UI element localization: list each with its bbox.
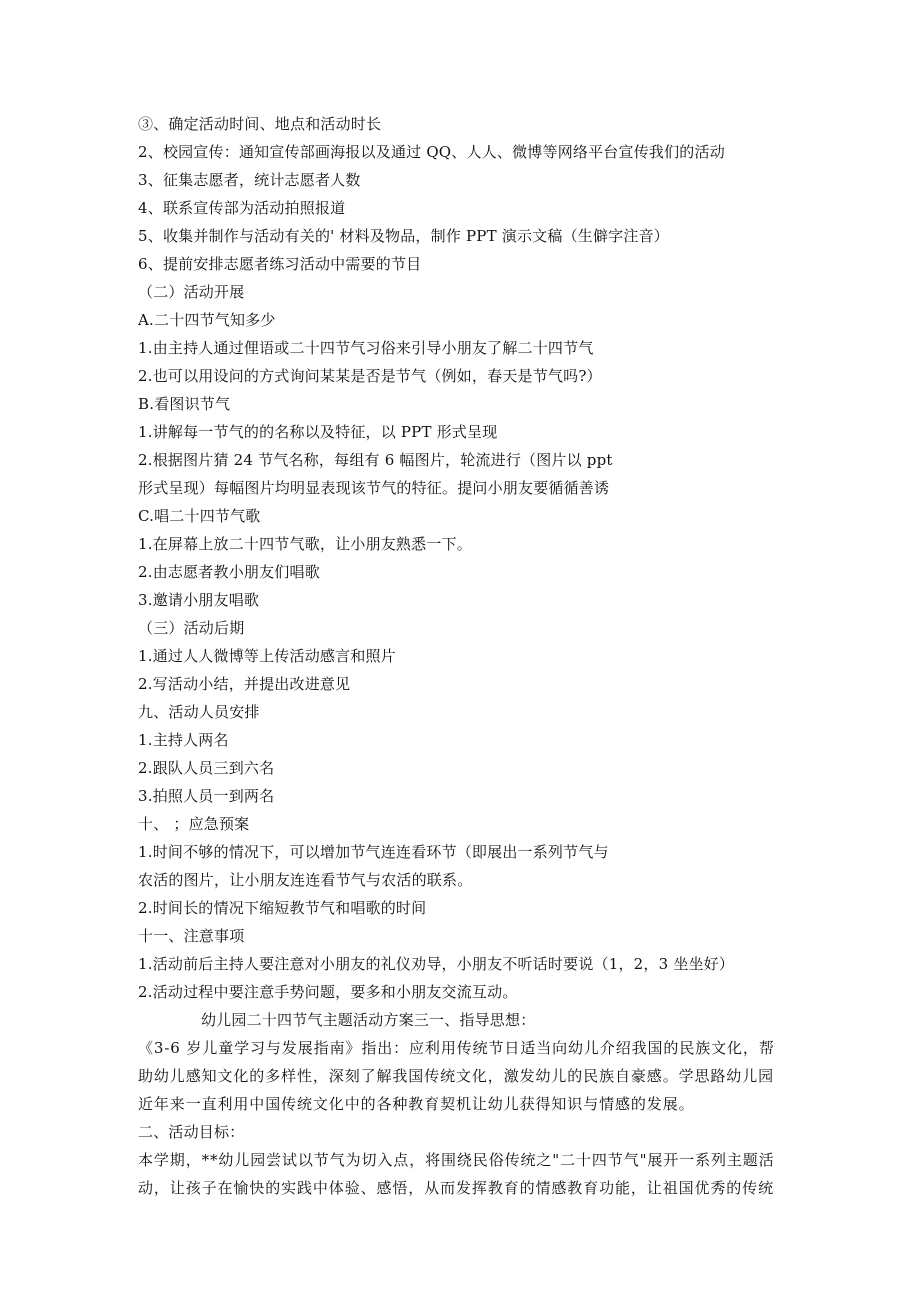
paragraph-line: 助幼儿感知文化的多样性，深刻了解我国传统文化，激发幼儿的民族自豪感。学思路幼儿园	[138, 1067, 775, 1085]
text-line: 3、征集志愿者，统计志愿者人数	[138, 171, 361, 189]
text-line: 形式呈现）每幅图片均明显表现该节气的特征。提问小朋友要循循善诱	[138, 479, 610, 497]
text-line: 农活的图片，让小朋友连连看节气与农活的联系。	[138, 871, 473, 889]
section-heading: 十、 ；应急预案	[138, 815, 250, 833]
paragraph-line: 本学期，**幼儿园尝试以节气为切入点，将围绕民俗传统之"二十四节气"展开一系列主题活	[138, 1151, 775, 1169]
section-heading: （二）活动开展	[138, 283, 245, 301]
text-line: 5、收集并制作与活动有关的' 材料及物品，制作 PPT 演示文稿（生僻字注音）	[138, 227, 669, 245]
text-line: ③、确定活动时间、地点和活动时长	[138, 115, 382, 133]
paragraph-line: 《3-6 岁儿童学习与发展指南》指出：应利用传统节日适当向幼儿介绍我国的民族文化，帮	[138, 1039, 775, 1057]
text-line: 2.写活动小结，并提出改进意见	[138, 675, 351, 693]
paragraph-line: 近年来一直利用中国传统文化中的各种教育契机让幼儿获得知识与情感的发展。	[138, 1095, 695, 1113]
text-line: 1.通过人人微博等上传活动感言和照片	[138, 647, 396, 665]
text-line: 2.根据图片猜 24 节气名称，每组有 6 幅图片，轮流进行（图片以 ppt	[138, 451, 613, 469]
text-line: 1.在屏幕上放二十四节气歌，让小朋友熟悉一下。	[138, 535, 472, 553]
text-line: 2.跟队人员三到六名	[138, 759, 275, 777]
text-line: 1.由主持人通过俚语或二十四节气习俗来引导小朋友了解二十四节气	[138, 339, 594, 357]
section-heading: 九、活动人员安排	[138, 703, 260, 721]
text-line: 3.拍照人员一到两名	[138, 787, 275, 805]
text-line: 1.活动前后主持人要注意对小朋友的礼仪劝导，小朋友不听话时要说（1，2，3 坐坐好）	[138, 955, 735, 973]
text-line: 2.活动过程中要注意手势问题，要多和小朋友交流互动。	[138, 983, 518, 1001]
text-line: 4、联系宣传部为活动拍照报道	[138, 199, 346, 217]
section-heading: （三）活动后期	[138, 619, 245, 637]
paragraph-line: 动，让孩子在愉快的实践中体验、感悟，从而发挥教育的情感教育功能，让祖国优秀的传统	[138, 1179, 775, 1197]
subsection-heading: A.二十四节气知多少	[138, 311, 276, 329]
text-line: 2.时间长的情况下缩短教节气和唱歌的时间	[138, 899, 427, 917]
text-line: 2.也可以用设问的方式询问某某是否是节气（例如，春天是节气吗?）	[138, 367, 602, 385]
text-line: 1.时间不够的情况下，可以增加节气连连看环节（即展出一系列节气与	[138, 843, 609, 861]
text-line: 3.邀请小朋友唱歌	[138, 591, 260, 609]
subsection-heading: C.唱二十四节气歌	[138, 507, 261, 525]
text-line: 2、校园宣传：通知宣传部画海报以及通过 QQ、人人、微博等网络平台宣传我们的活动	[138, 143, 725, 161]
subsection-heading: B.看图识节气	[138, 395, 231, 413]
document-title-line: 幼儿园二十四节气主题活动方案三一、指导思想：	[201, 1011, 536, 1029]
section-heading: 十一、注意事项	[138, 927, 245, 945]
section-heading: 二、活动目标：	[138, 1123, 245, 1141]
text-line: 1.讲解每一节气的的名称以及特征，以 PPT 形式呈现	[138, 423, 498, 441]
text-line: 2.由志愿者教小朋友们唱歌	[138, 563, 320, 581]
text-line: 6、提前安排志愿者练习活动中需要的节目	[138, 255, 422, 273]
text-line: 1.主持人两名	[138, 731, 229, 749]
